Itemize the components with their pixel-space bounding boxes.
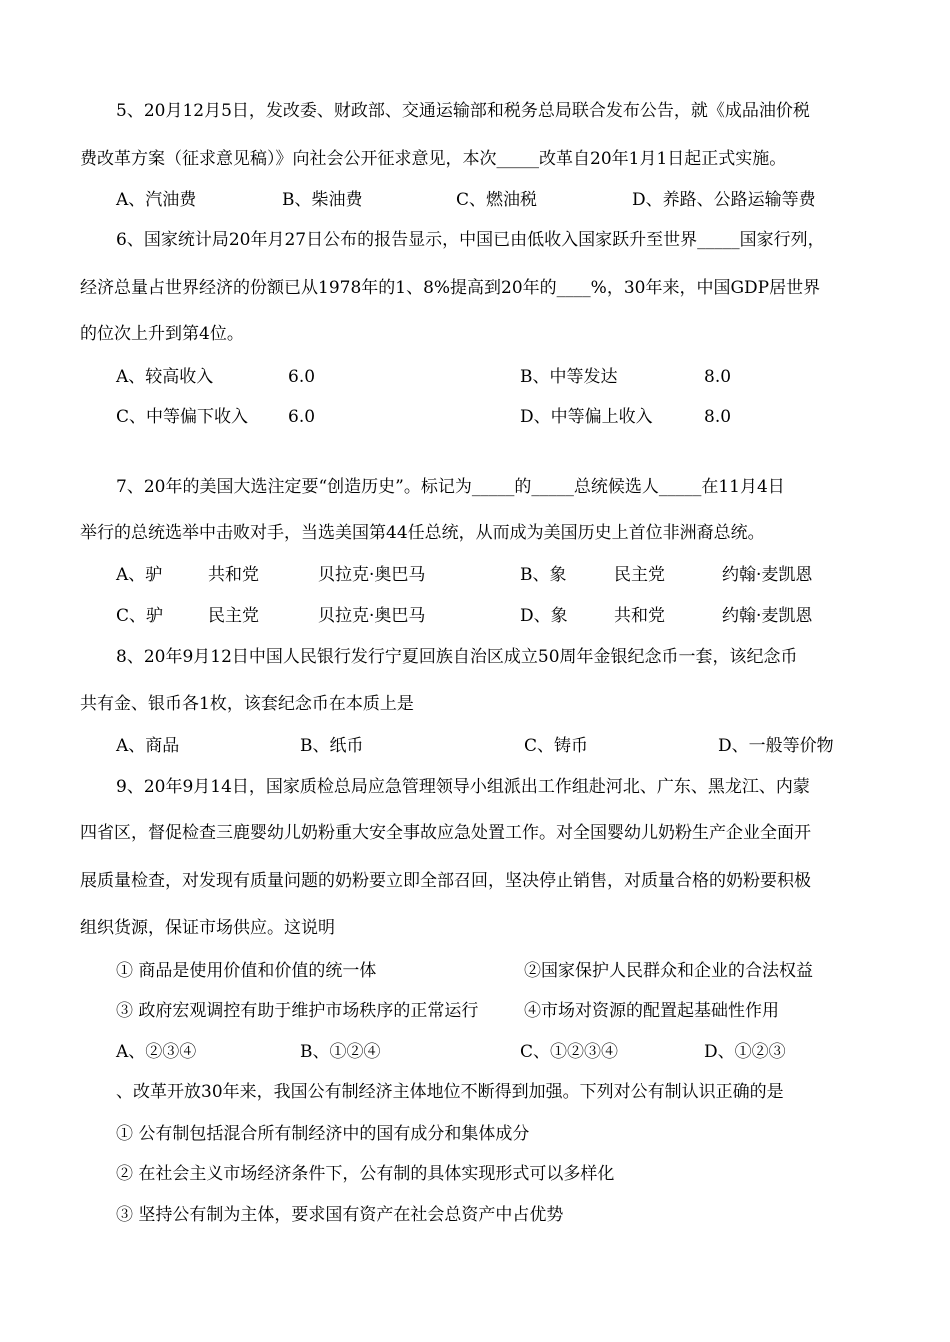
- q6-option-c-label: C、中等偏下收入: [116, 407, 249, 427]
- q7-option-b-party: 民主党: [614, 565, 665, 585]
- q8-line-1: 8、20年9月12日中国人民银行发行宁夏回族自治区成立50周年金银纪念币一套，该纪念币: [116, 647, 798, 667]
- q7-line-1: 7、20年的美国大选注定要“创造历史”。标记为_____的_____总统候选人_____在11月4日: [116, 477, 785, 497]
- q5-line-1: 5、20月12月5日，发改委、财政部、交通运输部和税务总局联合发布公告，就《成品油价税: [116, 101, 810, 121]
- q8-option-d: D、一般等价物: [718, 736, 834, 756]
- q10-line-1: 、改革开放30年来，我国公有制经济主体地位不断得到加强。下列对公有制认识正确的是: [116, 1082, 784, 1102]
- q7-option-c-animal: C、驴: [116, 606, 164, 626]
- q7-option-a-party: 共和党: [208, 565, 259, 585]
- q9-statement-2: ②国家保护人民群众和企业的合法权益: [524, 961, 813, 981]
- q9-statement-4: ④市场对资源的配置起基础性作用: [524, 1001, 779, 1021]
- q7-option-d-candidate: 约翰·麦凯恩: [722, 606, 813, 626]
- q10-statement-2: ② 在社会主义市场经济条件下，公有制的具体实现形式可以多样化: [116, 1164, 615, 1184]
- q9-option-d: D、①②③: [704, 1042, 786, 1062]
- q9-line-4: 组织货源，保证市场供应。这说明: [80, 918, 335, 938]
- q9-line-1: 9、20年9月14日，国家质检总局应急管理领导小组派出工作组赴河北、广东、黑龙江、内蒙: [116, 777, 810, 797]
- q5-option-b: B、柴油费: [282, 190, 363, 210]
- q7-option-a-animal: A、驴: [116, 565, 163, 585]
- q7-option-b-candidate: 约翰·麦凯恩: [722, 565, 813, 585]
- q6-line-3: 的位次上升到第4位。: [80, 324, 244, 344]
- q8-line-2: 共有金、银币各1枚，该套纪念币在本质上是: [80, 694, 414, 714]
- q6-option-d-label: D、中等偏上收入: [520, 407, 653, 427]
- q7-option-b-animal: B、象: [520, 565, 567, 585]
- q7-option-d-animal: D、象: [520, 606, 568, 626]
- q5-option-c: C、燃油税: [456, 190, 538, 210]
- q6-option-c-value: 6.0: [288, 407, 316, 427]
- q10-statement-3: ③ 坚持公有制为主体，要求国有资产在社会总资产中占优势: [116, 1205, 564, 1225]
- q9-option-a: A、②③④: [116, 1042, 197, 1062]
- q7-option-a-candidate: 贝拉克·奥巴马: [318, 565, 426, 585]
- q6-option-d-value: 8.0: [704, 407, 732, 427]
- q7-line-2: 举行的总统选举中击败对手，当选美国第44任总统，从而成为美国历史上首位非洲裔总统。: [80, 523, 765, 543]
- q6-option-a-value: 6.0: [288, 367, 316, 387]
- q6-line-1: 6、国家统计局20年月27日公布的报告显示，中国已由低收入国家跃升至世界_____国家行列，: [116, 230, 825, 250]
- q9-statement-3: ③ 政府宏观调控有助于维护市场秩序的正常运行: [116, 1001, 479, 1021]
- q6-option-b-value: 8.0: [704, 367, 732, 387]
- q6-option-b-label: B、中等发达: [520, 367, 618, 387]
- q6-option-a-label: A、较高收入: [116, 367, 214, 387]
- q9-option-b: B、①②④: [300, 1042, 381, 1062]
- q8-option-b: B、纸币: [300, 736, 364, 756]
- q9-line-2: 四省区，督促检查三鹿婴幼儿奶粉重大安全事故应急处置工作。对全国婴幼儿奶粉生产企业全面开: [80, 823, 811, 843]
- q5-line-2: 费改革方案（征求意见稿）》向社会公开征求意见，本次_____改革自20年1月1日起正式实施。: [80, 149, 787, 169]
- q7-option-c-party: 民主党: [208, 606, 259, 626]
- q9-option-c: C、①②③④: [520, 1042, 619, 1062]
- q7-option-d-party: 共和党: [614, 606, 665, 626]
- q10-statement-1: ① 公有制包括混合所有制经济中的国有成分和集体成分: [116, 1124, 530, 1144]
- q8-option-c: C、铸币: [524, 736, 589, 756]
- q8-option-a: A、商品: [116, 736, 180, 756]
- q5-option-a: A、汽油费: [116, 190, 197, 210]
- q9-statement-1: ① 商品是使用价值和价值的统一体: [116, 961, 377, 981]
- q7-option-c-candidate: 贝拉克·奥巴马: [318, 606, 426, 626]
- q6-line-2: 经济总量占世界经济的份额已从1978年的1、8%提高到20年的____%，30年来，中国GDP居世界: [80, 278, 821, 298]
- q9-line-3: 展质量检查，对发现有质量问题的奶粉要立即全部召回，坚决停止销售，对质量合格的奶粉要积极: [80, 871, 811, 891]
- q5-option-d: D、养路、公路运输等费: [632, 190, 816, 210]
